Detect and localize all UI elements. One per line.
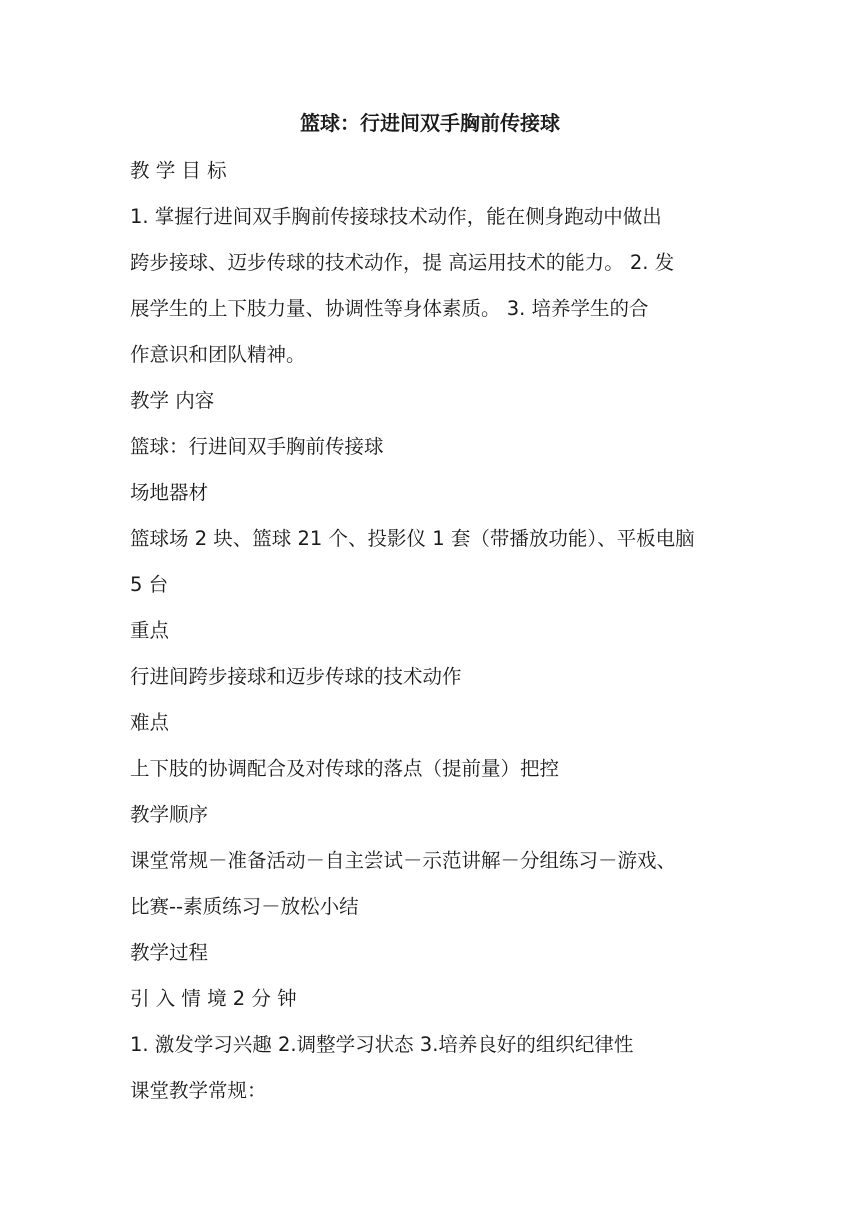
- intro-goals: 1. 激发学习兴趣 2.调整学习状态 3.培养良好的组织纪律性: [130, 1033, 634, 1056]
- sequence-heading: 教学顺序: [130, 803, 209, 826]
- key-point-heading: 重点: [130, 619, 170, 642]
- objectives-line: 跨步接球、迈步传球的技术动作，提 高运用技术的能力。 2. 发: [130, 251, 675, 274]
- objectives-line: 展学生的上下肢力量、协调性等身体素质。 3. 培养学生的合: [130, 297, 649, 320]
- difficulty-text: 上下肢的协调配合及对传球的落点（提前量）把控: [130, 757, 560, 780]
- equipment-line: 5 台: [130, 573, 169, 596]
- process-heading: 教学过程: [130, 941, 209, 964]
- intro-heading: 引 入 情 境 2 分 钟: [130, 987, 297, 1010]
- equipment-heading: 场地器材: [130, 481, 209, 504]
- sequence-line: 比赛--素质练习－放松小结: [130, 895, 359, 918]
- content-text: 篮球：行进间双手胸前传接球: [130, 435, 384, 458]
- objectives-paragraph: [130, 194, 730, 378]
- objectives-heading: 教 学 目 标: [130, 159, 227, 182]
- sequence-paragraph: [130, 838, 730, 930]
- key-point-text: 行进间跨步接球和迈步传球的技术动作: [130, 665, 462, 688]
- content-heading: 教学 内容: [130, 389, 215, 412]
- objectives-line: 作意识和团队精神。: [130, 343, 306, 366]
- difficulty-heading: 难点: [130, 711, 170, 734]
- equipment-paragraph: [130, 516, 730, 608]
- document-page: [130, 108, 730, 1114]
- objectives-line: 1. 掌握行进间双手胸前传接球技术动作，能在侧身跑动中做出: [130, 205, 662, 228]
- routine-label: 课堂教学常规：: [130, 1079, 267, 1102]
- equipment-line: 篮球场 2 块、篮球 21 个、投影仪 1 套（带播放功能）、平板电脑: [130, 527, 695, 550]
- sequence-line: 课堂常规－准备活动－自主尝试－示范讲解－分组练习－游戏、: [130, 849, 677, 872]
- document-title: 篮球：行进间双手胸前传接球: [300, 111, 560, 135]
